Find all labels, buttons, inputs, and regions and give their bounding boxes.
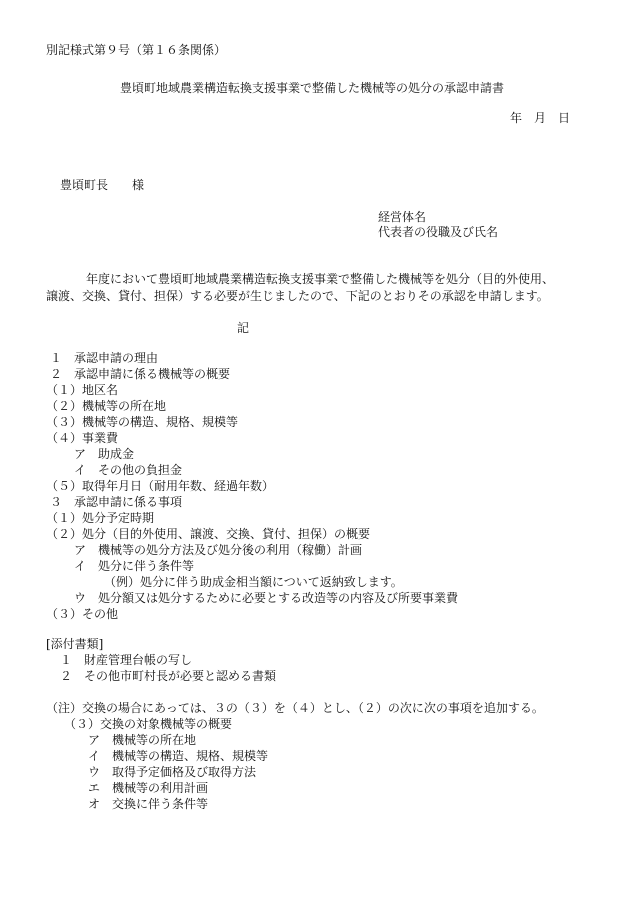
body-line-1: 年度において豊頃町地域農業構造転換支援事業で整備した機械等を処分（目的外使用、	[86, 272, 555, 286]
list-item: （４）事業費	[46, 431, 119, 445]
list-item: ウ 取得予定価格及び取得方法	[88, 765, 257, 779]
list-item: ア 機械等の所在地	[88, 733, 197, 747]
list-item: ア 助成金	[74, 447, 135, 461]
list-item: イ 処分に伴う条件等	[74, 559, 195, 573]
list-item: （３）その他	[46, 607, 119, 621]
list-item: （３）交換の対象機械等の概要	[64, 717, 233, 731]
ki-heading: 記	[237, 321, 250, 335]
body-line-2: 譲渡、交換、貸付、担保）する必要が生じましたので、下記のとおりその承認を申請します。	[46, 289, 549, 303]
list-item: ウ 処分額又は処分するために必要とする改造等の内容及び所要事業費	[74, 591, 459, 605]
list-item: イ その他の負担金	[74, 463, 183, 477]
list-item: ア 機械等の処分方法及び処分後の利用（稼働）計画	[74, 543, 363, 557]
date-line: 年 月 日	[510, 111, 571, 125]
list-item: （３）機械等の構造、規格、規模等	[46, 415, 239, 429]
list-item: １ 承認申請の理由	[50, 351, 159, 365]
list-item: エ 機械等の利用計画	[88, 781, 209, 795]
list-item: （２）機械等の所在地	[46, 399, 167, 413]
list-item: イ 機械等の構造、規格、規模等	[88, 749, 269, 763]
list-item: （２）処分（目的外使用、譲渡、交換、貸付、担保）の概要	[46, 527, 371, 541]
attachments-header: [添付書類]	[46, 637, 104, 651]
list-item: オ 交換に伴う条件等	[88, 797, 209, 811]
list-item: ２ その他市町村長が必要と認める書類	[60, 669, 277, 683]
document-title: 豊頃町地域農業構造転換支援事業で整備した機械等の処分の承認申請書	[120, 81, 505, 95]
note-text: （注）交換の場合にあっては、３の（３）を（４）とし、（２）の次に次の事項を追加する。	[46, 701, 544, 715]
list-item: ３ 承認申請に係る事項	[50, 495, 183, 509]
list-item: ２ 承認申請に係る機械等の概要	[50, 367, 231, 381]
applicant-org-label: 経営体名	[378, 210, 427, 224]
list-item: （例）処分に伴う助成金相当額について返納致します。	[104, 575, 403, 589]
list-item: １ 財産管理台帳の写し	[60, 653, 193, 667]
list-item: （１）地区名	[46, 383, 119, 397]
applicant-rep-label: 代表者の役職及び氏名	[378, 225, 499, 239]
form-label: 別記様式第９号（第１６条関係）	[46, 43, 227, 57]
addressee: 豊頃町長 様	[60, 178, 145, 192]
list-item: （１）処分予定時期	[46, 511, 155, 525]
list-item: （５）取得年月日（耐用年数、経過年数）	[46, 479, 275, 493]
